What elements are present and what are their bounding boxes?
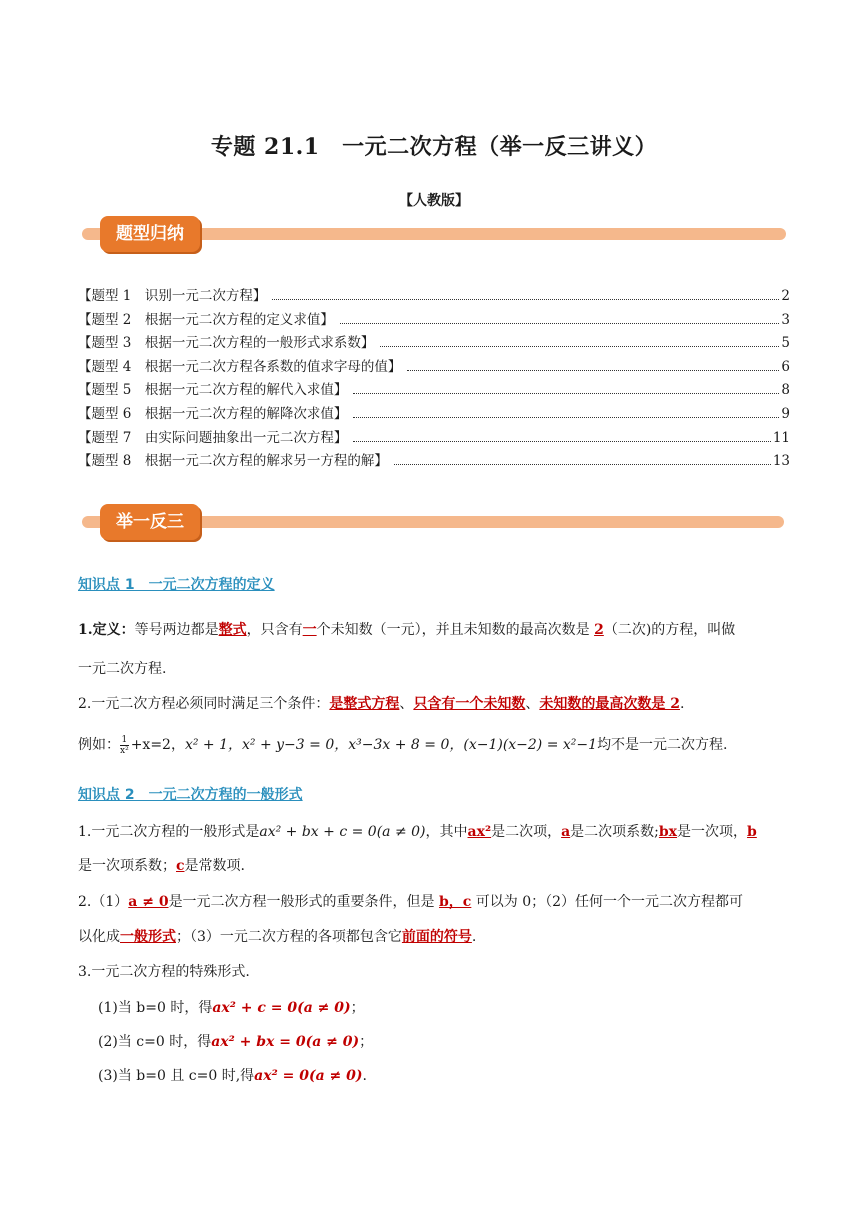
kp2-notes [78, 890, 790, 914]
emphasis: 2 [594, 622, 604, 638]
text: (3)当 b=0 且 c=0 时,得 [98, 1068, 255, 1084]
toc-leader [380, 346, 779, 347]
toc-item-page: 2 [781, 288, 790, 304]
emphasis: c [176, 858, 185, 874]
toc-leader [353, 441, 770, 442]
text: 可以为 0；（2）任何一个一元二次方程都可 [471, 894, 744, 910]
toc-item-label: 【题型 3 根据一元二次方程的一般形式求系数】 [78, 335, 375, 352]
kp2-special-form-1 [98, 996, 810, 1020]
table-of-contents [78, 284, 790, 473]
emphasis: b [747, 824, 757, 840]
text: ，其中 [425, 824, 468, 840]
formula: (x−1)(x−2) = x²−1 [463, 737, 598, 753]
text: ； [359, 1034, 374, 1050]
text: 2.（1） [78, 894, 129, 910]
text: 等号两边都是 [134, 622, 219, 638]
emphasis: 是整式方程 [329, 696, 400, 712]
kp2-heading-text: 知识点 2 一元二次方程的一般形式 [78, 787, 303, 803]
text: 个未知数（一元），并且未知数的最高次数是 [316, 622, 595, 638]
text: 2.一元二次方程必须同时满足三个条件： [78, 696, 330, 712]
kp1-def-lead: 1.定义： [78, 622, 135, 638]
toc-item-label: 【题型 1 识别一元二次方程】 [78, 288, 267, 304]
text: 是二次项系数; [570, 824, 659, 840]
text: 均不是一元二次方程. [597, 737, 728, 753]
text: 1.一元二次方程的一般形式是 [78, 824, 260, 840]
toc-item[interactable] [78, 308, 790, 332]
knowledge-point-2-heading [78, 784, 303, 804]
emphasis: b，c [439, 894, 472, 910]
kp2-special-form-3 [98, 1064, 810, 1088]
text: 、 [399, 696, 414, 712]
page-title: 专题 21.1 一元二次方程（举一反三讲义） [210, 134, 658, 160]
toc-item[interactable] [78, 355, 790, 379]
toc-item-page: 3 [781, 311, 790, 328]
toc-item-label: 【题型 2 根据一元二次方程的定义求值】 [78, 311, 334, 328]
formula: ax² + c = 0(a ≠ 0) [212, 1000, 351, 1016]
toc-leader [353, 417, 779, 418]
toc-item-page: 8 [781, 382, 790, 399]
section-badge-types: 题型归纳 [100, 216, 200, 252]
text: +x=2， [130, 737, 185, 753]
text: 是一次项系数； [78, 858, 176, 874]
text: 、 [525, 696, 540, 712]
emphasis: 前面的符号 [401, 929, 472, 945]
emphasis: 一 [302, 622, 317, 638]
kp1-examples [78, 733, 790, 757]
text: （二次)的方程，叫做 [603, 622, 736, 638]
emphasis: ax² [467, 824, 492, 840]
text: . [471, 929, 477, 945]
toc-item-label: 【题型 5 根据一元二次方程的解代入求值】 [78, 382, 348, 399]
kp2-special-form-2 [98, 1030, 810, 1054]
toc-item-page: 9 [781, 405, 790, 422]
kp1-conditions [78, 692, 790, 716]
emphasis: a ≠ 0 [128, 894, 169, 910]
toc-leader [340, 323, 780, 324]
formula: x² + y−3 = 0， [242, 737, 349, 753]
kp1-definition [78, 618, 790, 642]
kp1-definition-cont: 一元二次方程. [78, 661, 167, 677]
text: 以化成 [78, 929, 120, 945]
emphasis: 未知数的最高次数是 2 [539, 696, 680, 712]
fraction [120, 735, 129, 756]
toc-leader [394, 464, 771, 465]
toc-item-page: 6 [781, 358, 790, 375]
text: 是一元二次方程一般形式的重要条件，但是 [168, 894, 440, 910]
toc-item-label: 【题型 8 根据一元二次方程的解求另一方程的解】 [78, 453, 388, 470]
text: 是常数项. [184, 858, 245, 874]
formula: x³−3x + 8 = 0， [348, 737, 464, 753]
toc-item[interactable] [78, 426, 790, 450]
toc-item-label: 【题型 6 根据一元二次方程的解降次求值】 [78, 405, 348, 422]
toc-item[interactable] [78, 449, 790, 473]
text: (1)当 b=0 时，得 [98, 1000, 213, 1016]
kp2-general-form [78, 820, 790, 844]
toc-item-label: 【题型 7 由实际问题抽象出一元二次方程】 [78, 429, 348, 446]
formula: ax² + bx = 0(a ≠ 0) [211, 1034, 360, 1050]
toc-item-page: 5 [781, 335, 790, 352]
toc-leader [407, 370, 779, 371]
knowledge-point-1-heading [78, 574, 275, 594]
text: ，只含有 [246, 622, 303, 638]
section-badge-practice: 举一反三 [100, 504, 200, 540]
text: (2)当 c=0 时，得 [98, 1034, 212, 1050]
text: . [679, 696, 685, 712]
kp2-notes-cont [78, 925, 790, 949]
toc-leader [353, 393, 779, 394]
toc-item[interactable] [78, 331, 790, 355]
formula: ax² + bx + c = 0(a ≠ 0) [259, 824, 426, 840]
emphasis: 整式 [218, 622, 247, 638]
toc-item[interactable] [78, 402, 790, 426]
toc-item-page: 11 [772, 429, 790, 446]
fraction-denominator: x² [120, 745, 129, 756]
emphasis: a [561, 824, 571, 840]
text: . [362, 1068, 367, 1084]
text: ；（3）一元二次方程的各项都包含它 [176, 929, 402, 945]
kp1-heading-text: 知识点 1 一元二次方程的定义 [78, 577, 275, 593]
toc-item[interactable] [78, 284, 790, 308]
text: 是二次项， [491, 824, 562, 840]
kp2-special-forms-heading: 3.一元二次方程的特殊形式. [78, 964, 250, 980]
toc-item-page: 13 [772, 453, 790, 470]
kp2-general-form-cont [78, 854, 790, 878]
toc-item-label: 【题型 4 根据一元二次方程各系数的值求字母的值】 [78, 358, 402, 375]
formula: ax² = 0(a ≠ 0) [254, 1068, 363, 1084]
fraction-numerator: 1 [121, 734, 128, 745]
emphasis: 只含有一个未知数 [413, 696, 526, 712]
text: 例如： [78, 737, 120, 753]
toc-leader [272, 299, 779, 300]
toc-item[interactable] [78, 378, 790, 402]
edition-label: 【人教版】 [399, 193, 469, 209]
emphasis: bx [658, 824, 678, 840]
text: ； [350, 1000, 365, 1016]
text: 是一次项， [677, 824, 748, 840]
formula: x² + 1， [184, 737, 242, 753]
emphasis: 一般形式 [120, 929, 176, 945]
